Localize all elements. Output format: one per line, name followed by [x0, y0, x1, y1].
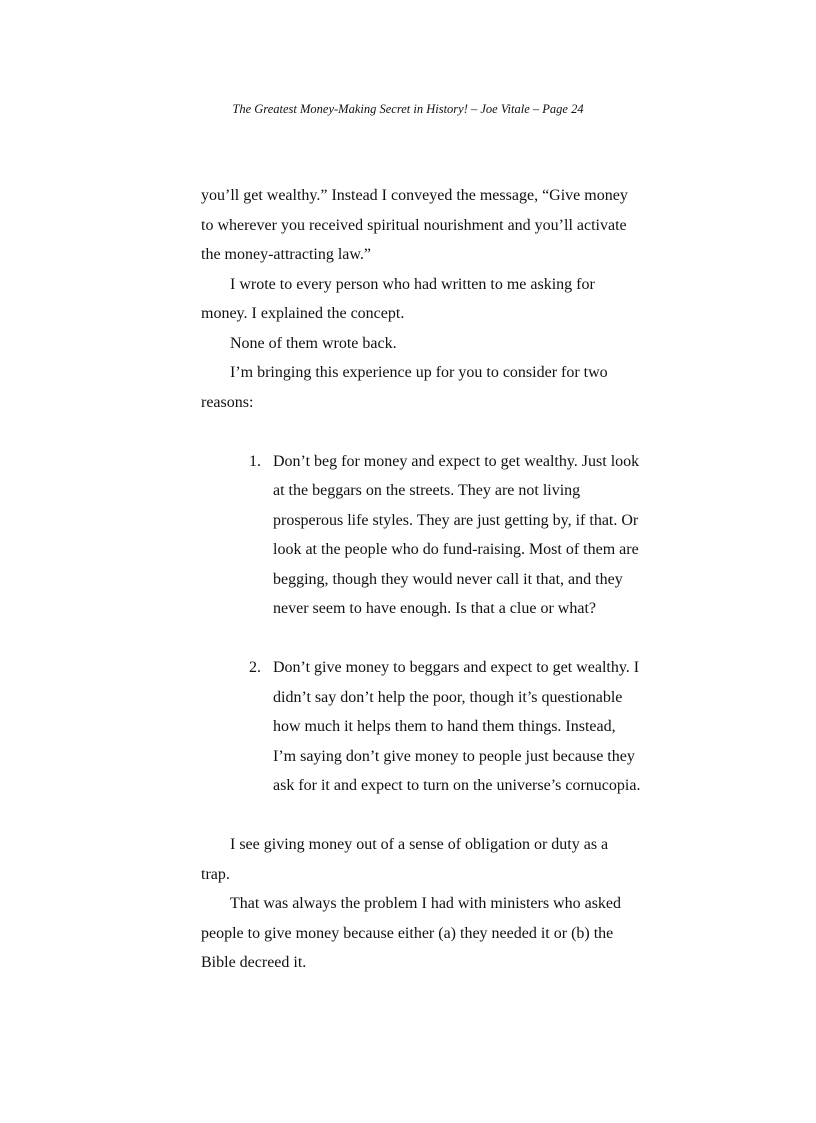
running-header: The Greatest Money-Making Secret in History! – Joe Vitale – Page 24: [232, 102, 584, 116]
paragraph-obligation-trap: I see giving money out of a sense of obligation or duty as a trap.: [201, 836, 609, 883]
paragraph-ministers: [201, 889, 631, 978]
text-line: Don’t beg for money and expect to get wealthy. Just look: [273, 452, 640, 470]
text-line: didn’t say don’t help the poor, though it’s questionable: [273, 688, 623, 706]
text-line: look at the people who do fund-raising. Most of them are: [273, 541, 639, 558]
list-item: [249, 653, 645, 801]
text-line: at the beggars on the streets. They are not living: [273, 482, 581, 499]
list-item: [249, 447, 645, 624]
text-line: prosperous life styles. They are just getting by, if that. Or: [273, 511, 639, 529]
reasons-list: [201, 447, 641, 801]
list-number: 2.: [249, 659, 261, 676]
text-line: ask for it and expect to turn on the universe’s cornucopia.: [273, 777, 641, 794]
text-line: Don’t give money to beggars and expect to get wealthy. I: [273, 659, 640, 676]
text-line: I’m saying don’t give money to people just because they: [273, 747, 635, 765]
text-line: you’ll get wealthy.” Instead I conveyed the message, “Give money: [201, 187, 628, 204]
text-line: begging, though they would never call it that, and they: [273, 570, 623, 588]
text-line: That was always the problem I had with ministers who asked: [230, 895, 622, 912]
text-line: never seem to have enough. Is that a clue or what?: [273, 600, 596, 617]
text-line: money. I explained the concept.: [201, 305, 405, 322]
text-line: I wrote to every person who had written to me asking for: [230, 275, 595, 293]
paragraph-none-wrote-back: None of them wrote back.: [230, 334, 397, 352]
page-body: [201, 181, 641, 978]
text-line: the money-attracting law.”: [201, 246, 371, 263]
text-line: I’m bringing this experience up for you to consider for two: [230, 364, 608, 381]
text-line: people to give money because either (a) they needed it or (b) the: [201, 924, 614, 942]
text-line: Bible decreed it.: [201, 954, 307, 971]
paragraph-continuation: [201, 181, 631, 270]
text-line: how much it helps them to hand them things. Instead,: [273, 718, 616, 735]
paragraph-wrote-to-every-person: [201, 270, 631, 329]
text-line: reasons:: [201, 393, 254, 411]
paragraph-two-reasons: [201, 358, 631, 417]
text-line: to wherever you received spiritual nourishment and you’ll activate: [201, 216, 627, 234]
list-number: 1.: [249, 452, 261, 470]
